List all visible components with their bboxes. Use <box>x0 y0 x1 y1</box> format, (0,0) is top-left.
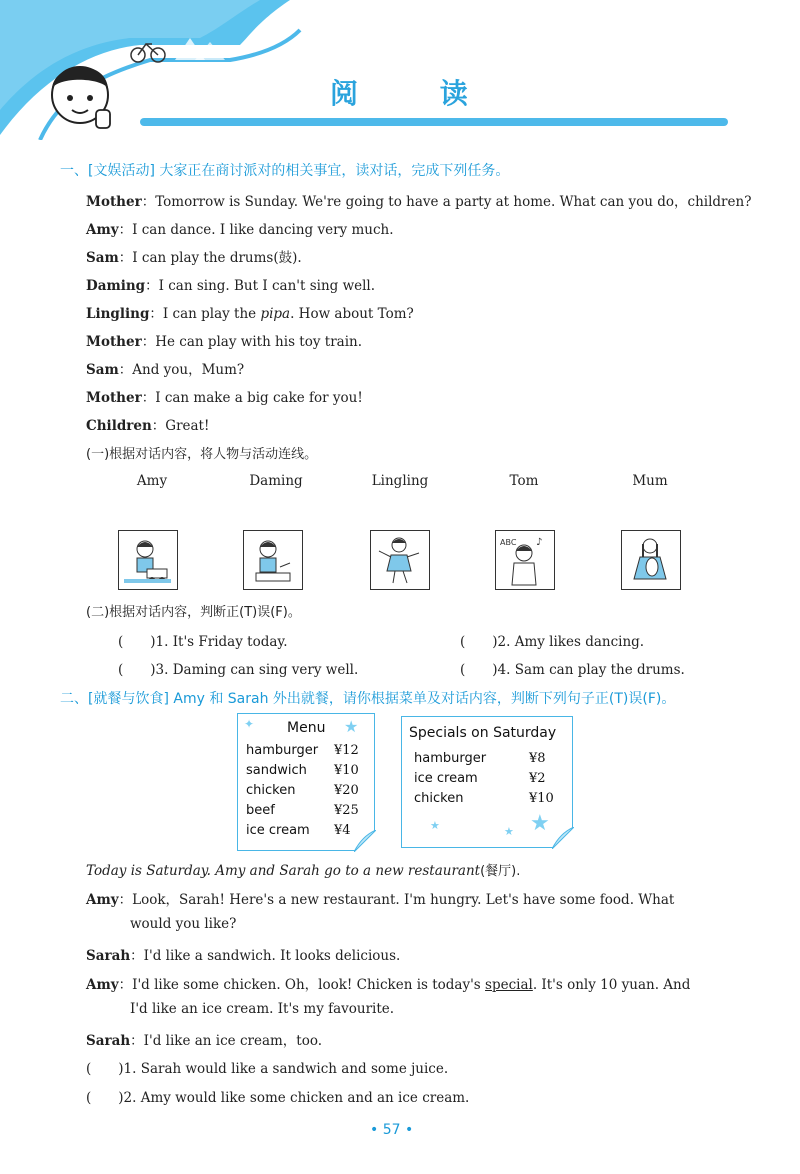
menu-price: ¥12 <box>334 743 359 758</box>
specials-price: ¥8 <box>529 751 546 766</box>
star-icon: ✦ <box>244 717 255 731</box>
menu-item: hamburger <box>246 743 319 758</box>
boy-thumbs-up-icon <box>52 67 110 128</box>
dialog-line: I'd like an ice cream. It's my favourite. <box>130 1001 395 1017</box>
tf-question[interactable]: ( )3. Daming can sing very well. <box>118 662 359 678</box>
svg-text:ABC: ABC <box>500 538 517 547</box>
singing-picture <box>495 530 555 590</box>
specials-card <box>401 716 573 848</box>
dialog-line: would you like? <box>130 916 237 932</box>
menu-item: sandwich <box>246 763 307 778</box>
star-icon: ★ <box>530 811 550 836</box>
specials-item: chicken <box>414 791 464 806</box>
menu-price: ¥25 <box>334 803 359 818</box>
specials-title: Specials on Saturday <box>409 725 557 741</box>
specials-item: hamburger <box>414 751 487 766</box>
dialog-line: Lingling：I can play the pipa. How about Tom? <box>86 306 414 322</box>
dialog-line: Mother：He can play with his toy train. <box>86 334 362 350</box>
header-banner <box>0 0 800 140</box>
menu-card <box>237 713 375 851</box>
dancing-picture <box>370 530 430 590</box>
menu-item: chicken <box>246 783 296 798</box>
person-name: Lingling <box>371 473 429 489</box>
cake-picture <box>243 530 303 590</box>
story-intro: Today is Saturday. Amy and Sarah go to a new restaurant(餐厅). <box>86 863 521 879</box>
task2-instruction: (二)根据对话内容，判断正(T)误(F)。 <box>86 605 301 620</box>
menu-title: Menu <box>287 720 326 736</box>
dialog-line: Sam：I can play the drums(鼓). <box>86 250 302 266</box>
tf-question[interactable]: ( )2. Amy likes dancing. <box>460 634 645 650</box>
tf-question[interactable]: ( )1. Sarah would like a sandwich and some juice. <box>86 1061 449 1077</box>
dialog-line: Mother：Tomorrow is Sunday. We're going to have a party at home. What can you do，children? <box>86 194 752 210</box>
tf-question[interactable]: ( )4. Sam can play the drums. <box>460 662 685 678</box>
dialog-line: Sam：And you，Mum? <box>86 362 245 378</box>
section2-heading: 二、[就餐与饮食] Amy 和 Sarah 外出就餐，请你根据菜单及对话内容，判断下列句子正(T)误(F)。 <box>60 691 676 707</box>
specials-item: ice cream <box>414 771 478 786</box>
menu-item: ice cream <box>246 823 310 838</box>
dialog-line: Mother：I can make a big cake for you! <box>86 390 363 406</box>
person-name: Daming <box>249 473 303 489</box>
specials-price: ¥2 <box>529 771 546 786</box>
tf-question[interactable]: ( )2. Amy would like some chicken and an ice cream. <box>86 1090 470 1106</box>
dialog-line: Children：Great! <box>86 418 210 434</box>
dialog-line: Sarah：I'd like an ice cream，too. <box>86 1033 323 1049</box>
menu-item: beef <box>246 803 275 818</box>
star-icon: ★ <box>504 825 514 838</box>
page-curl-icon <box>552 827 574 849</box>
menu-price: ¥10 <box>334 763 359 778</box>
svg-text:♪: ♪ <box>536 537 543 548</box>
dialog-line: Amy：I can dance. I like dancing very much. <box>86 222 394 238</box>
dialog-line: Amy：I'd like some chicken. Oh，look! Chicken is today's special. It's only 10 yuan. And <box>86 977 691 993</box>
page-title: 阅 读 <box>330 77 504 110</box>
page-number: • 57 • <box>370 1122 414 1138</box>
menu-price: ¥4 <box>334 823 351 838</box>
dialog-line: Sarah：I'd like a sandwich. It looks delicious. <box>86 948 401 964</box>
section1-heading: 一、[文娱活动] 大家正在商讨派对的相关事宜，读对话，完成下列任务。 <box>60 163 510 179</box>
task1-instruction: (一)根据对话内容，将人物与活动连线。 <box>86 447 318 462</box>
specials-price: ¥10 <box>529 791 554 806</box>
dialog-line: Amy：Look，Sarah! Here's a new restaurant. I'm hungry. Let's have some food. What <box>86 892 675 908</box>
menu-price: ¥20 <box>334 783 359 798</box>
page-curl-icon <box>354 830 376 852</box>
star-icon: ★ <box>430 819 440 832</box>
person-name: Tom <box>509 473 539 489</box>
person-name: Mum <box>632 473 668 489</box>
dialog-line: Daming：I can sing. But I can't sing well. <box>86 278 376 294</box>
pipa-picture <box>621 530 681 590</box>
person-name: Amy <box>136 473 168 489</box>
tf-question[interactable]: ( )1. It's Friday today. <box>118 634 288 650</box>
star-icon: ★ <box>344 717 359 736</box>
toy-train-picture <box>118 530 178 590</box>
